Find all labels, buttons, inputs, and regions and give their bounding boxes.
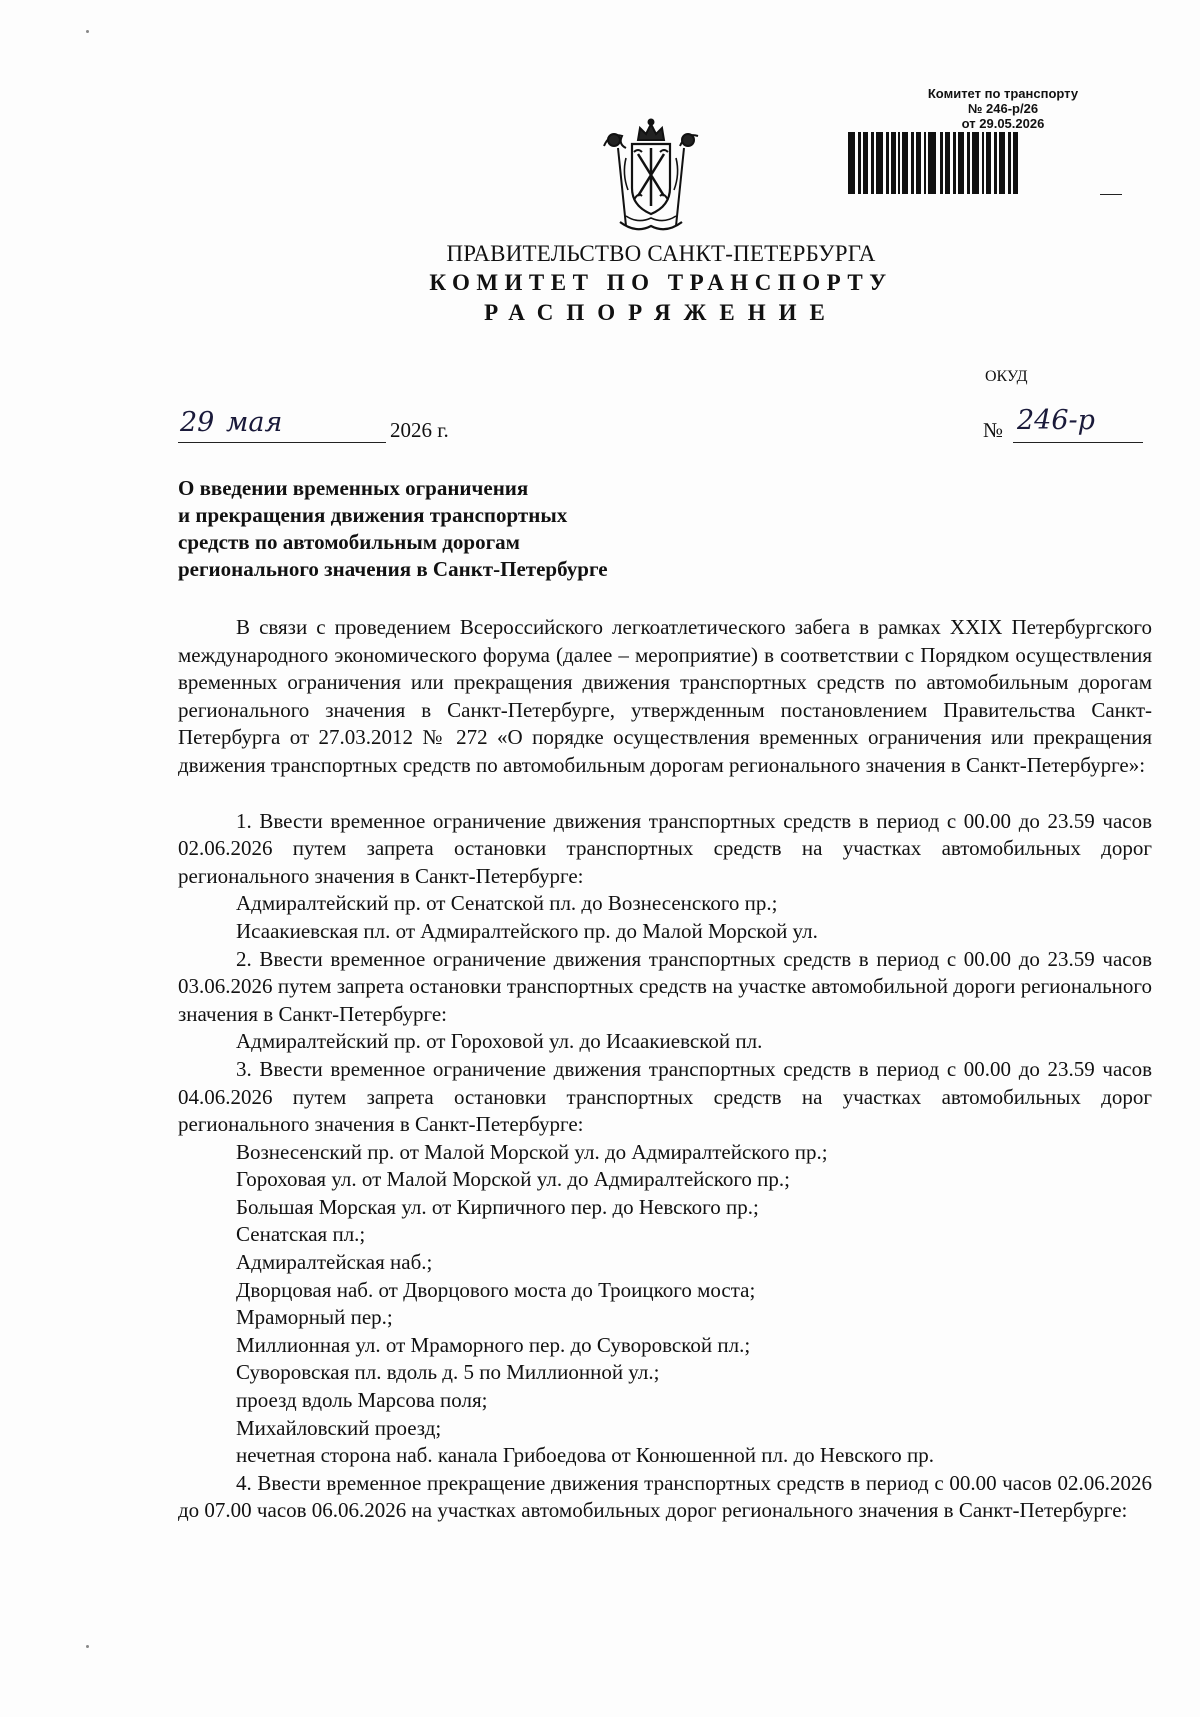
road-item: Адмиралтейский пр. от Гороховой ул. до Исаакиевской пл. bbox=[236, 1029, 763, 1054]
registration-stamp bbox=[872, 86, 1104, 131]
okud-label: ОКУД bbox=[985, 368, 1028, 385]
stamp-number: № 246-р/26 bbox=[967, 101, 1039, 116]
date-month: мая bbox=[226, 407, 283, 438]
title-line: и прекращения движения транспортных bbox=[178, 503, 568, 527]
barcode-bar bbox=[848, 132, 855, 194]
barcode-bar bbox=[876, 132, 883, 194]
stamp-date: от 29.05.2026 bbox=[961, 116, 1045, 131]
spacer bbox=[178, 780, 1152, 808]
barcode-bar bbox=[1013, 132, 1018, 194]
item-2: 2. Ввести временное ограничение движения транспортных средств в период с 00.00 до 23.59 часов 03.06.2026 путем запрета остановки транспортных средств на участке автомобильной дороги регионального значения в Санкт-Петербурге: bbox=[178, 946, 1152, 1026]
preamble: В связи с проведением Всероссийского легкоатлетического забега в рамках XXIX Петербургского международного экономического форума (далее – мероприятие) в соответствии с Порядком осуществления временных ограничения или прекращения движения транспортных средств по автомобильным дорогам регионального значения в Санкт-Петербурге, утвержденным постановлением Правительства Санкт-Петербурга от 27.03.2012 № 272 «О порядке осуществления временных ограничения или прекращения движения транспортных средств по автомобильным дорогам регионального значения в Санкт-Петербурге»: bbox=[178, 615, 1152, 777]
document-type: РАСПОРЯЖЕНИЕ bbox=[484, 300, 838, 325]
item-4: 4. Ввести временное прекращение движения транспортных средств в период с 00.00 часов 02.06.2026 до 07.00 часов 06.06.2026 на участках автомобильных дорог регионального значения в Санкт-Петербурге: bbox=[178, 1470, 1152, 1523]
item-3: 3. Ввести временное ограничение движения транспортных средств в период с 00.00 до 23.59 часов 04.06.2026 путем запрета остановки транспортных средств на участках автомобильных дорог регионального значения в Санкт-Петербурге: bbox=[178, 1056, 1152, 1137]
date-field bbox=[178, 407, 386, 443]
road-item: Суворовская пл. вдоль д. 5 по Миллионной ул.; bbox=[236, 1360, 660, 1385]
title-line: регионального значения в Санкт-Петербурге bbox=[178, 557, 608, 581]
road-item: Дворцовая наб. от Дворцового моста до Троицкого моста; bbox=[236, 1277, 756, 1302]
barcode-underline bbox=[1100, 194, 1122, 195]
document-header bbox=[0, 240, 1200, 328]
road-item: Адмиралтейский пр. от Сенатской пл. до Вознесенского пр.; bbox=[236, 891, 778, 916]
road-item: Сенатская пл.; bbox=[236, 1222, 366, 1247]
road-item: Михайловский проезд; bbox=[236, 1415, 442, 1440]
title-line: средств по автомобильным дорогам bbox=[178, 530, 520, 554]
road-item: Исаакиевская пл. от Адмиралтейского пр. до Малой Морской ул. bbox=[236, 918, 818, 943]
barcode bbox=[848, 132, 1100, 194]
road-item: Большая Морская ул. от Кирпичного пер. до Невского пр.; bbox=[236, 1194, 759, 1219]
committee-name: КОМИТЕТ ПО ТРАНСПОРТУ bbox=[429, 270, 893, 295]
road-item: Вознесенский пр. от Малой Морской ул. до Адмиралтейского пр.; bbox=[236, 1139, 828, 1164]
document-title bbox=[178, 475, 738, 583]
barcode-bar bbox=[972, 132, 979, 194]
document-number: 246-р bbox=[1017, 405, 1095, 436]
date-year: 2026 г. bbox=[390, 418, 449, 442]
road-item: Гороховая ул. от Малой Морской ул. до Адмиралтейского пр.; bbox=[236, 1167, 790, 1192]
title-line: О введении временных ограничения bbox=[178, 476, 529, 500]
date-day: 29 bbox=[180, 407, 215, 438]
road-item: нечетная сторона наб. канала Грибоедова от Конюшенной пл. до Невского пр. bbox=[236, 1443, 934, 1468]
barcode-bar bbox=[928, 132, 936, 194]
stamp-committee: Комитет по транспорту bbox=[927, 86, 1079, 101]
road-item: Миллионная ул. от Мраморного пер. до Суворовской пл.; bbox=[236, 1332, 751, 1357]
government-name: ПРАВИТЕЛЬСТВО САНКТ-ПЕТЕРБУРГА bbox=[446, 241, 876, 266]
road-item: проезд вдоль Марсова поля; bbox=[236, 1388, 488, 1413]
coat-of-arms-icon bbox=[596, 118, 706, 236]
scan-speck bbox=[86, 1645, 89, 1648]
number-field bbox=[1013, 405, 1143, 443]
road-item: Мраморный пер.; bbox=[236, 1305, 393, 1330]
item-1: 1. Ввести временное ограничение движения транспортных средств в период с 00.00 до 23.59 часов 02.06.2026 путем запрета остановки транспортных средств на участках автомобильных дорог регионального значения в Санкт-Петербурге: bbox=[178, 808, 1152, 888]
scan-speck bbox=[86, 30, 89, 33]
document-body bbox=[178, 614, 1152, 1525]
number-label: № bbox=[983, 418, 1004, 442]
road-item: Адмиралтейская наб.; bbox=[236, 1250, 433, 1275]
